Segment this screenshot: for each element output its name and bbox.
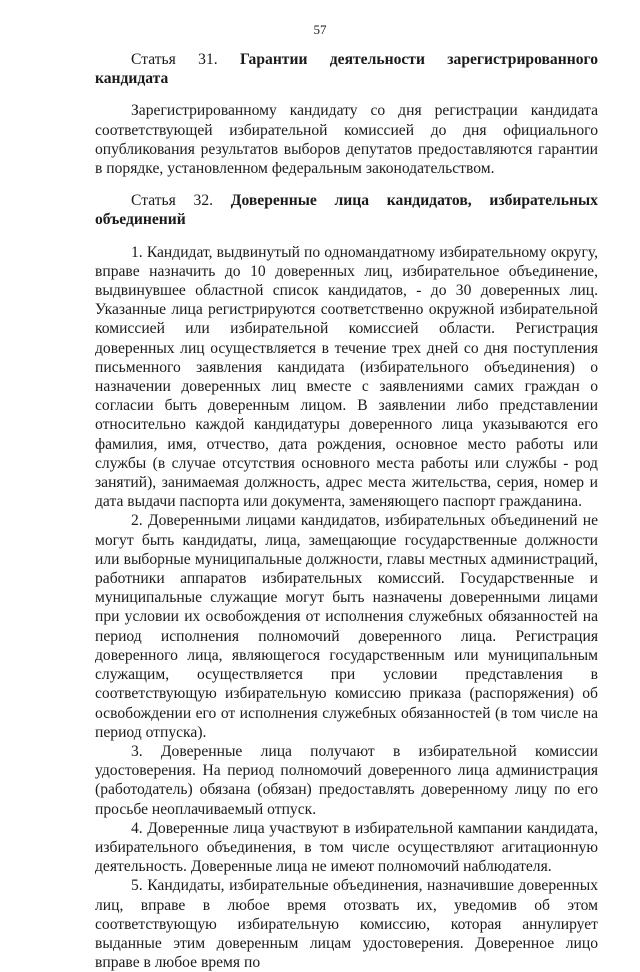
article-31-label: Статья 31. xyxy=(131,51,218,68)
article-32-paragraph-4: 4. Доверенные лица участвуют в избирательной кампании кандидата, избирательного объединения, в том числе осуществляют агитационную деятельность. Доверенные лица не имеют полномочий наблюдателя. xyxy=(95,819,598,876)
article-31-title: Гарантии деятельности зарегистрированного кандидата xyxy=(95,51,598,88)
article-32-title: Доверенные лица кандидатов, избирательных xyxy=(230,192,598,210)
article-32-title-continuation: объединений xyxy=(95,211,186,229)
article-32-paragraph-3: 3. Доверенные лица получают в избирательной комиссии удостоверения. На период полномочий доверенного лица администрация (работодатель) обязана (обязан) предоставлять доверенному лицу по его просьбе неоплачиваемый отпуск. xyxy=(95,742,598,818)
article-32-heading xyxy=(95,191,598,229)
document-body xyxy=(95,50,598,972)
article-32-paragraph-5: 5. Кандидаты, избирательные объединения, назначившие доверенных лиц, вправе в любое время отозвать их, уведомив об этом соответствующую избирательную комиссию, которая аннулирует выданные этим доверенным лицам удостоверения. Доверенное лицо вправе в любое время по xyxy=(95,877,598,972)
article-32-label: Статья 32. xyxy=(131,192,214,210)
article-32-paragraph-1: 1. Кандидат, выдвинутый по одномандатному избирательному округу, вправе назначить до 10 доверенных лиц, избирательное объединение, выдвинувшее областной список кандидатов, - до 30 доверенных лиц. Указанные лица регистрируются соответственно окружной избирательной комиссией или избирательной комиссией области. Регистрация доверенных лиц осуществляется в течение трех дней со дня поступления письменного заявления кандидата (избирательного объединения) о назначении доверенных лиц вместе с заявлениями самих граждан о согласии быть доверенным лицом. В заявлении либо представлении относительно каждой кандидатуры доверенного лица указываются его фамилия, имя, отчество, дата рождения, основное место работы или службы (в случае отсутствия основного места работы или службы - род занятий), занимаемая должность, адрес места жительства, серия, номер и дата выдачи паспорта или документа, заменяющего паспорт гражданина. xyxy=(95,243,598,511)
article-32-paragraph-2: 2. Доверенными лицами кандидатов, избирательных объединений не могут быть кандидаты, лица, замещающие государственные должности или выборные муниципальные должности, главы местных администраций, работники аппаратов избирательных комиссий. Государственные и муниципальные служащие могут быть назначены доверенными лицами при условии их освобождения от исполнения служебных обязанностей на период исполнения полномочий доверенного лица. Регистрация доверенного лица, являющегося государственным или муниципальным служащим, осуществляется при условии представления в соответствующую избирательную комиссию приказа (распоряжения) об освобождении его от исполнения служебных обязанностей (в том числе на период отпуска). xyxy=(95,512,598,741)
article-31-text: Зарегистрированному кандидату со дня регистрации кандидата соответствующей избирательной комиссией до дня официального опубликования результатов выборов депутатов предоставляются гарантии в порядке, установленном федеральным законодательством. xyxy=(95,102,598,178)
page-number: 57 xyxy=(313,22,327,37)
article-31-heading xyxy=(95,50,598,88)
